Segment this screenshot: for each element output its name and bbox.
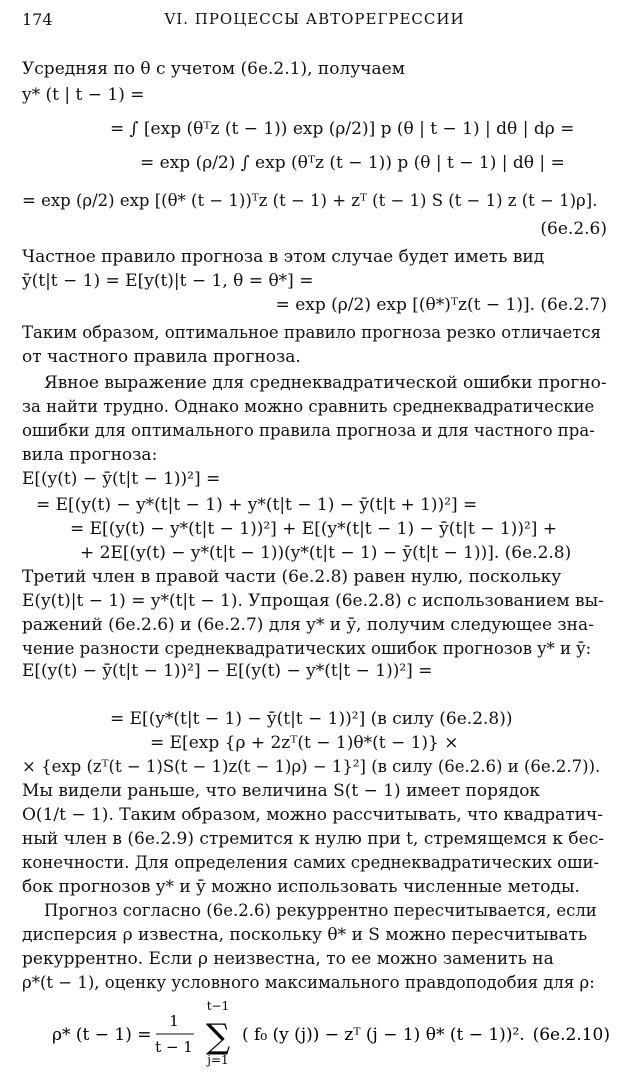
text-line: × {exp (zᵀ(t − 1)S(t − 1)z(t − 1)ρ) − 1}²] (в силу (6е.2.6) и (6е.2.7)). xyxy=(22,757,601,776)
text-line: Явное выражение для среднеквадратической ошибки прогно- xyxy=(44,373,607,393)
text-line: ρ*(t − 1), оценку условного максимального правдоподобия для ρ: xyxy=(22,973,595,992)
text-line: ражений (6е.2.6) и (6е.2.7) для y* и ȳ, получим следующее зна- xyxy=(22,615,594,635)
text-line: y* (t | t − 1) = xyxy=(22,85,145,105)
equation-6e-2-10 xyxy=(22,998,612,1073)
text-line: = exp (ρ/2) exp [(θ* (t − 1))ᵀz (t − 1) + zᵀ (t − 1) S (t − 1) z (t − 1)ρ]. xyxy=(22,191,598,210)
equation-svg xyxy=(22,998,612,1068)
text-line: ный член в (6е.2.9) стремится к нулю при t, стремящемся к бес- xyxy=(22,829,604,849)
text-line: Частное правило прогноза в этом случае будет иметь вид xyxy=(22,247,545,267)
text-line: вила прогноза: xyxy=(22,445,158,465)
text-line: E(y(t)|t − 1) = y*(t|t − 1). Упрощая (6е.2.8) с использованием вы- xyxy=(22,591,604,611)
eq-lhs: ρ* (t − 1) = xyxy=(52,1025,152,1045)
text-line: дисперсия ρ известна, поскольку θ* и S можно пересчитывать xyxy=(22,925,588,945)
eq-frac-den: t − 1 xyxy=(155,1038,193,1056)
eq-body: ( f₀ (y (j)) − zᵀ (j − 1) θ* (t − 1))². xyxy=(242,1025,525,1045)
text-line: E[(y(t) − ȳ(t|t − 1))²] = xyxy=(22,469,221,489)
text-line: = E[(y*(t|t − 1) − ȳ(t|t − 1))²] (в силу (6е.2.8)) xyxy=(110,709,513,729)
eq-sum-bottom: j=1 xyxy=(207,1053,229,1067)
text-line: (6е.2.6) xyxy=(540,219,607,239)
text-line: = E[(y(t) − y*(t|t − 1))²] + E[(y*(t|t − 1) − ȳ(t|t − 1))²] + xyxy=(70,519,558,539)
text-line: = exp (ρ/2) ∫ exp (θᵀz (t − 1)) p (θ | t − 1) | dθ | = xyxy=(140,153,565,173)
text-line: рекуррентно. Если ρ неизвестна, то ее можно заменить на xyxy=(22,949,554,969)
text-line: Прогноз согласно (6е.2.6) рекуррентно пересчитывается, если xyxy=(44,901,597,920)
page-number: 174 xyxy=(22,10,53,29)
text-line: чение разности среднеквадратических ошибок прогнозов y* и ȳ: xyxy=(22,639,592,658)
text-line: = ∫ [exp (θᵀz (t − 1)) exp (ρ/2)] p (θ | t − 1) | dθ | dρ = xyxy=(110,119,575,139)
page-header xyxy=(22,10,607,32)
text-line: от частного правила прогноза. xyxy=(22,347,301,367)
text-line: E[(y(t) − ȳ(t|t − 1))²] − E[(y(t) − y*(t|t − 1))²] = xyxy=(22,661,433,681)
running-title: VI. ПРОЦЕССЫ АВТОРЕГРЕССИИ xyxy=(164,10,465,28)
text-line: конечности. Для определения самих среднеквадратических оши- xyxy=(22,853,600,872)
text-line: Усредняя по θ с учетом (6е.2.1), получаем xyxy=(22,59,405,79)
eq-frac-num: 1 xyxy=(169,1012,179,1030)
text-line: O(1/t − 1). Таким образом, можно рассчитывать, что квадратич- xyxy=(22,805,603,825)
text-line: ȳ(t|t − 1) = E[y(t)|t − 1, θ = θ*] = xyxy=(22,271,314,291)
eq-sum-top: t−1 xyxy=(206,999,230,1013)
eq-number: (6е.2.10) xyxy=(532,1025,610,1045)
text-line: ошибки для оптимального правила прогноза и для частного пра- xyxy=(22,421,595,440)
text-line: за найти трудно. Однако можно сравнить среднеквадратические xyxy=(22,397,595,416)
text-line: Таким образом, оптимальное правило прогноза резко отличается xyxy=(22,323,602,342)
text-line: + 2E[(y(t) − y*(t|t − 1))(y*(t|t − 1) − ȳ(t|t − 1))]. (6е.2.8) xyxy=(80,543,572,563)
text-line: = E[exp {ρ + 2zᵀ(t − 1)θ*(t − 1)} × xyxy=(150,733,459,753)
text-line: = exp (ρ/2) exp [(θ*)ᵀz(t − 1)]. (6е.2.7) xyxy=(275,295,607,315)
eq-sum-sign: ∑ xyxy=(205,1017,231,1057)
text-line: бок прогнозов y* и ȳ можно использовать численные методы. xyxy=(22,877,580,897)
text-line: = E[(y(t) − y*(t|t − 1) + y*(t|t − 1) − ȳ(t|t + 1))²] = xyxy=(36,495,478,515)
text-line: Третий член в правой части (6е.2.8) равен нулю, поскольку xyxy=(22,567,562,587)
text-line: Мы видели раньше, что величина S(t − 1) имеет порядок xyxy=(22,781,541,801)
